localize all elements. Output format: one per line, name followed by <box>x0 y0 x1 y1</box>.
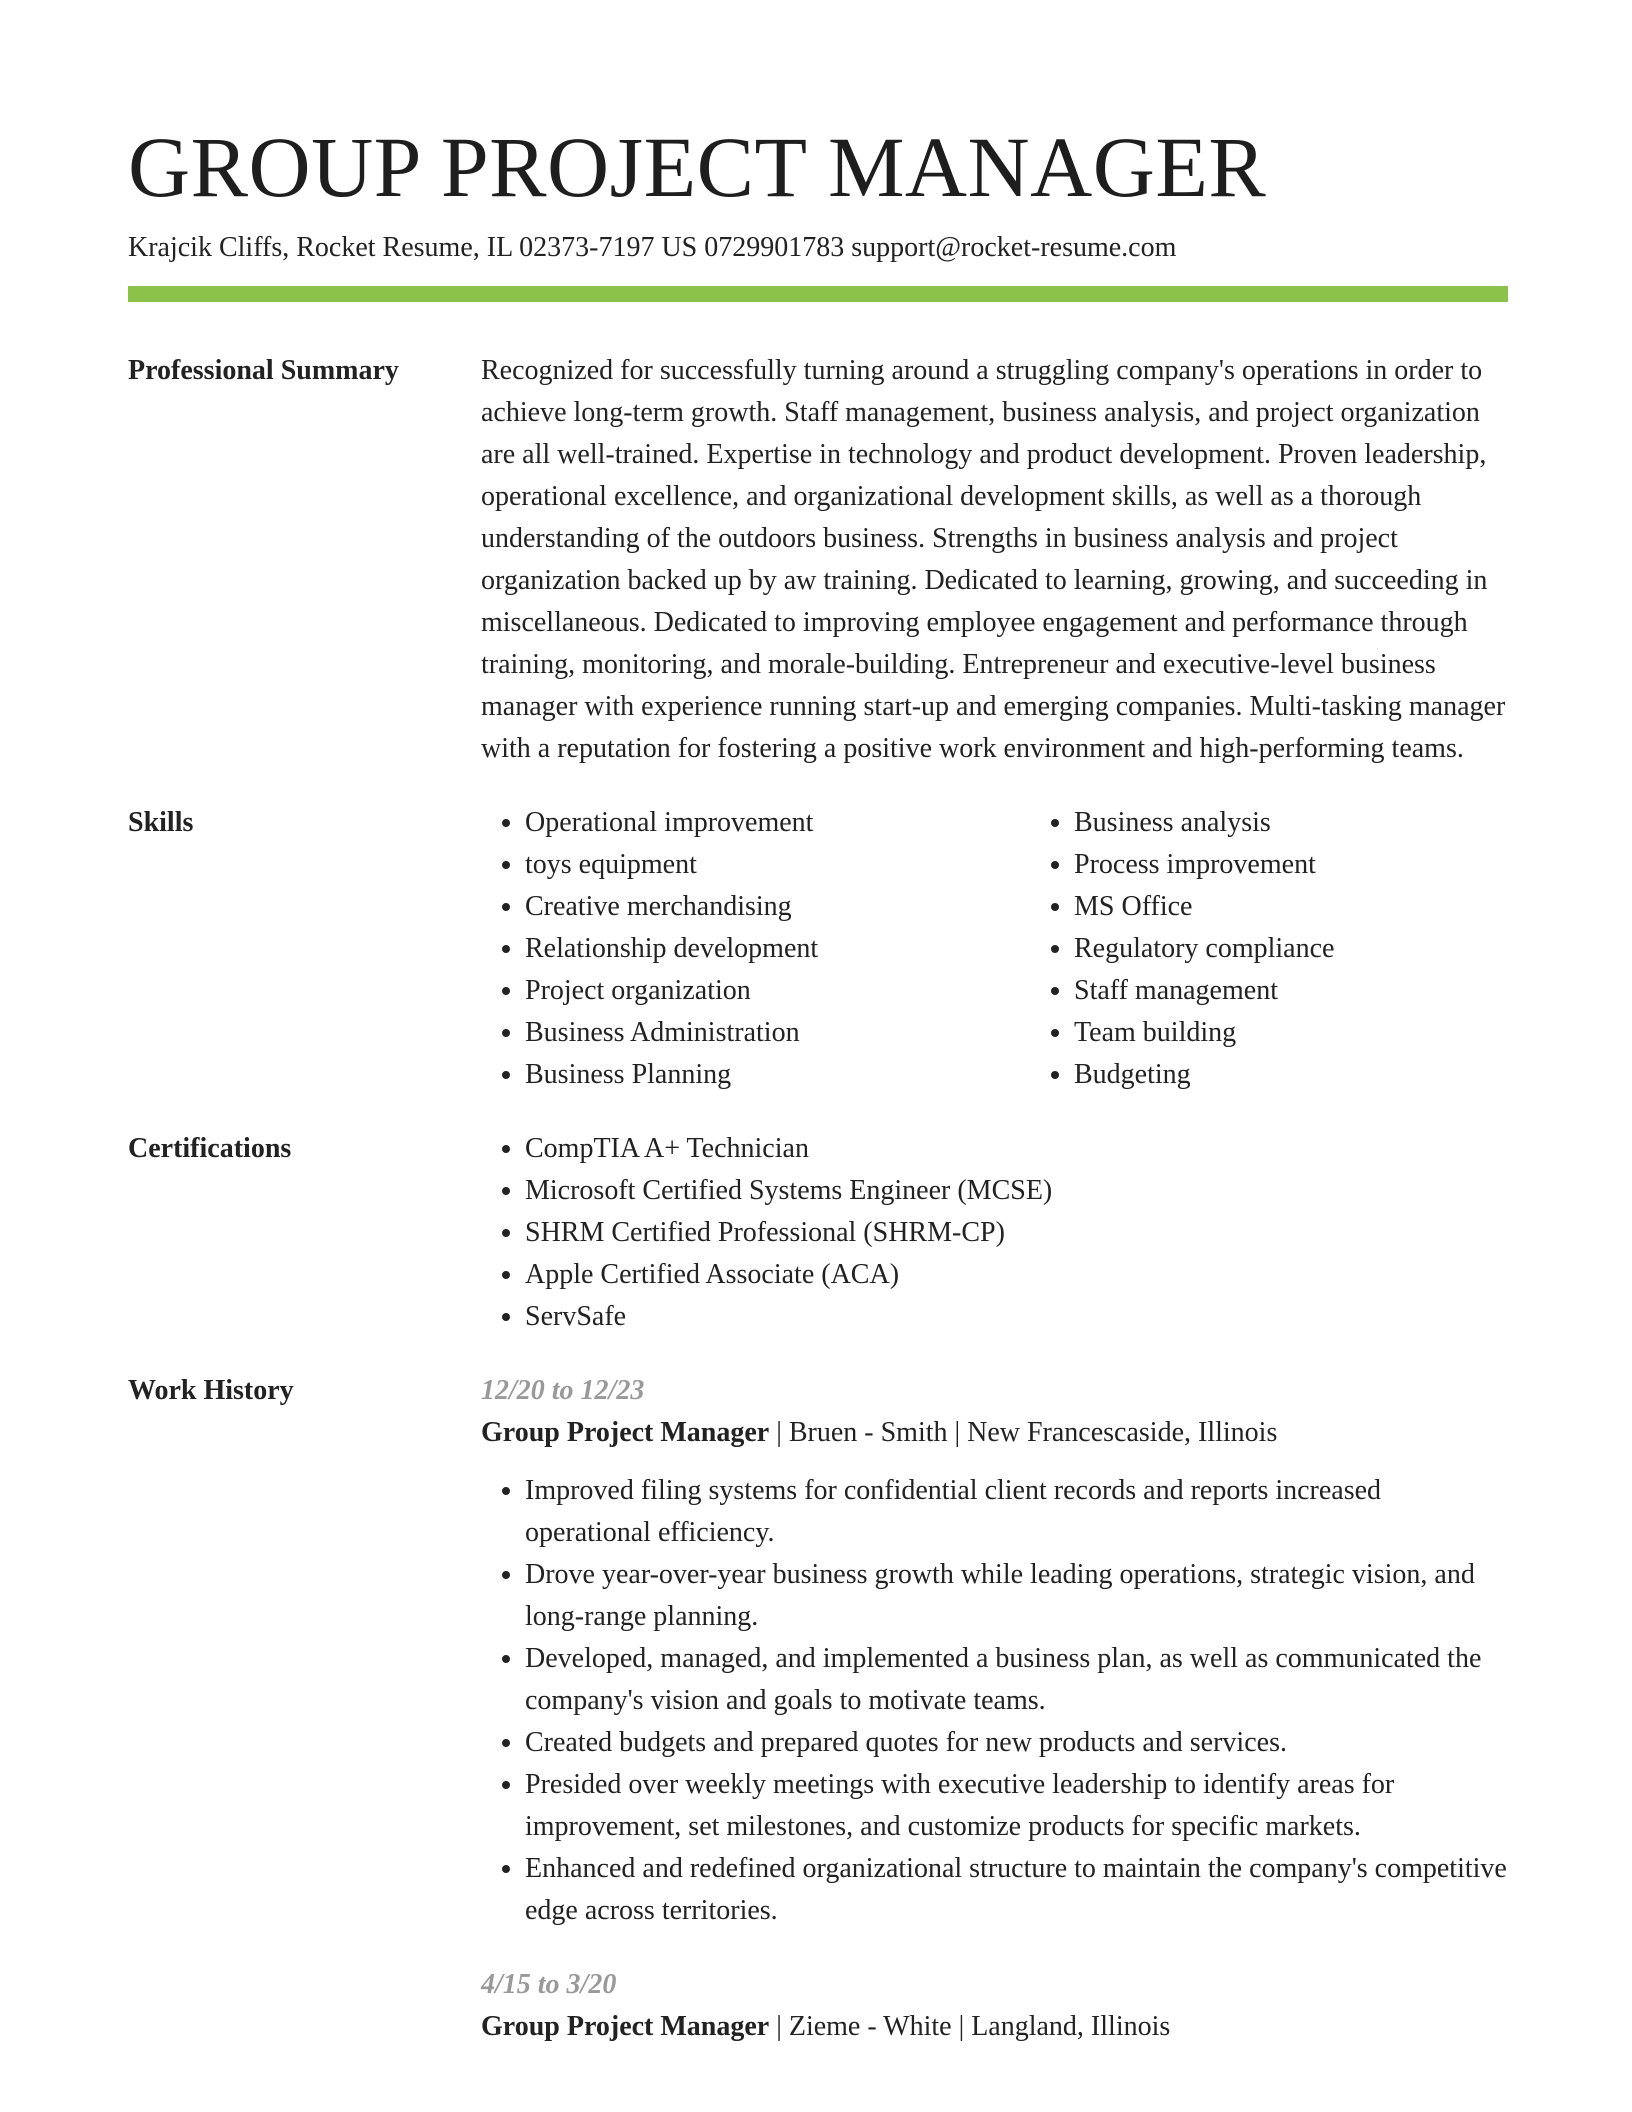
job-title-line <box>481 2006 1508 2048</box>
page-title: GROUP PROJECT MANAGER <box>128 119 1267 215</box>
skill-item: • Creative merchandising <box>525 886 1030 928</box>
job-role: Group Project Manager <box>481 1417 770 1448</box>
certifications-section <box>128 1128 1508 1338</box>
skill-item: • Project organization <box>525 970 1030 1012</box>
skill-item: • Regulatory compliance <box>1074 928 1579 970</box>
section-label-work: Work History <box>128 1375 294 1406</box>
job-details: | Zieme - White | Langland, Illinois <box>769 2011 1171 2042</box>
skills-list-left <box>481 802 1030 1096</box>
job-bullets <box>481 1470 1508 1932</box>
skill-item: • MS Office <box>1074 886 1579 928</box>
header-divider <box>128 286 1508 302</box>
summary-text: Recognized for successfully turning around a struggling company's operations in order to achieve long-term growth. Staff management, business analysis, and project organization are all well-trained. Expertise in technology and product development. Proven leadership, operational excellence, and organizational development skills, as well as a thorough understanding of the outdoors business. Strengths in business analysis and project organization backed up by aw training. Dedicated to learning, growing, and succeeding in miscellaneous. Dedicated to improving employee engagement and performance through training, monitoring, and morale-building. Entrepreneur and executive-level business manager with experience running start-up and emerging companies. Multi-tasking manager with a reputation for fostering a positive work environment and high-performing teams. <box>481 355 1506 764</box>
job-date: 12/20 to 12/23 <box>481 1375 645 1406</box>
skill-item: • toys equipment <box>525 844 1030 886</box>
skills-list-right <box>1030 802 1579 1096</box>
skill-item: • Budgeting <box>1074 1054 1579 1096</box>
job-details: | Bruen - Smith | New Francescaside, Illinois <box>769 1417 1278 1448</box>
skill-item: • Relationship development <box>525 928 1030 970</box>
job-bullet: • Drove year-over-year business growth while leading operations, strategic vision, and long-range planning. <box>525 1554 1508 1638</box>
skill-item: • Operational improvement <box>525 802 1030 844</box>
skill-item: • Team building <box>1074 1012 1579 1054</box>
skill-item: • Business Administration <box>525 1012 1030 1054</box>
job-entry <box>481 1370 1508 1932</box>
job-bullet: • Created budgets and prepared quotes for new products and services. <box>525 1722 1508 1764</box>
contact-line: Krajcik Cliffs, Rocket Resume, IL 02373-7197 US 0729901783 support@rocket-resume.com <box>128 232 1177 263</box>
job-bullet: • Presided over weekly meetings with executive leadership to identify areas for improvement, set milestones, and customize products for specific markets. <box>525 1764 1508 1848</box>
job-bullet: • Enhanced and redefined organizational structure to maintain the company's competitive edge across territories. <box>525 1848 1508 1932</box>
certifications-list <box>481 1128 1508 1338</box>
skill-item: • Staff management <box>1074 970 1579 1012</box>
skills-section <box>128 802 1508 1096</box>
certification-item: • Microsoft Certified Systems Engineer (MCSE) <box>525 1170 1508 1212</box>
certification-item: • CompTIA A+ Technician <box>525 1128 1508 1170</box>
section-label-summary: Professional Summary <box>128 355 399 386</box>
certification-item: • SHRM Certified Professional (SHRM-CP) <box>525 1212 1508 1254</box>
skill-item: • Business analysis <box>1074 802 1579 844</box>
skill-item: • Business Planning <box>525 1054 1030 1096</box>
section-label-certifications: Certifications <box>128 1133 292 1164</box>
summary-section <box>128 350 1508 770</box>
job-date: 4/15 to 3/20 <box>481 1969 617 2000</box>
skill-item: • Process improvement <box>1074 844 1579 886</box>
job-role: Group Project Manager <box>481 2011 770 2042</box>
job-entry <box>481 1964 1508 2048</box>
resume-page <box>128 112 1508 2048</box>
job-bullet: • Improved filing systems for confidential client records and reports increased operational efficiency. <box>525 1470 1508 1554</box>
job-bullet: • Developed, managed, and implemented a business plan, as well as communicated the company's vision and goals to motivate teams. <box>525 1638 1508 1722</box>
section-label-skills: Skills <box>128 807 194 838</box>
work-history-section <box>128 1370 1508 2048</box>
certification-item: • Apple Certified Associate (ACA) <box>525 1254 1508 1296</box>
job-title-line <box>481 1412 1508 1454</box>
certification-item: • ServSafe <box>525 1296 1508 1338</box>
